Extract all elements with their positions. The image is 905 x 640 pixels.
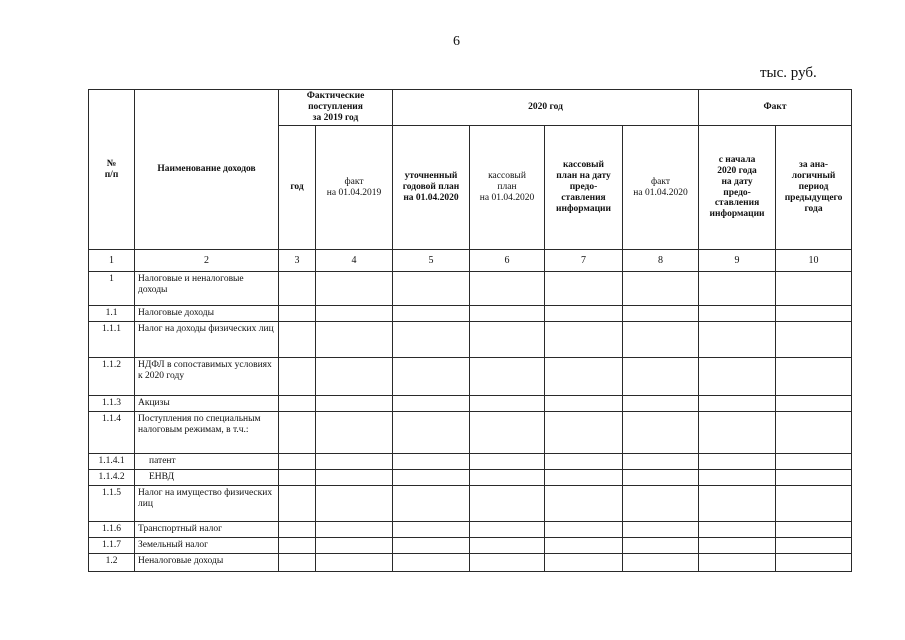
value-cell: [470, 396, 545, 412]
value-cell: [316, 412, 393, 454]
header-sub-since-start: с начала 2020 года на дату предо- ставления информации: [699, 126, 776, 250]
table-row: [89, 306, 852, 322]
row-name: Налоговые и неналоговые доходы: [135, 272, 279, 306]
value-cell: [279, 322, 316, 358]
column-number: 8: [623, 250, 699, 272]
table-row: [89, 454, 852, 470]
header-sub-cash-plan: кассовый план на 01.04.2020: [470, 126, 545, 250]
value-cell: [279, 396, 316, 412]
value-cell: [279, 554, 316, 572]
value-cell: [545, 306, 623, 322]
row-name: ЕНВД: [135, 470, 279, 486]
value-cell: [316, 396, 393, 412]
value-cell: [393, 272, 470, 306]
value-cell: [470, 486, 545, 522]
value-cell: [545, 486, 623, 522]
value-cell: [545, 358, 623, 396]
value-cell: [699, 454, 776, 470]
value-cell: [623, 358, 699, 396]
value-cell: [776, 358, 852, 396]
row-name: Налог на доходы физических лиц: [135, 322, 279, 358]
value-cell: [470, 522, 545, 538]
value-cell: [776, 322, 852, 358]
value-cell: [393, 396, 470, 412]
table-row: [89, 554, 852, 572]
value-cell: [279, 272, 316, 306]
row-number: 1.1.2: [89, 358, 135, 396]
row-number: 1.1: [89, 306, 135, 322]
header-column-numbers: [89, 250, 852, 272]
row-name: Налоговые доходы: [135, 306, 279, 322]
header-fact-group: Факт: [699, 90, 852, 126]
value-cell: [393, 538, 470, 554]
value-cell: [470, 358, 545, 396]
row-name: Поступления по специальным налоговым режимам, в т.ч.:: [135, 412, 279, 454]
value-cell: [699, 358, 776, 396]
row-number: 1.1.4: [89, 412, 135, 454]
value-cell: [393, 486, 470, 522]
column-number: 2: [135, 250, 279, 272]
row-number: 1.1.4.2: [89, 470, 135, 486]
value-cell: [623, 322, 699, 358]
value-cell: [623, 470, 699, 486]
value-cell: [279, 486, 316, 522]
value-cell: [279, 522, 316, 538]
value-cell: [316, 470, 393, 486]
value-cell: [279, 358, 316, 396]
value-cell: [470, 538, 545, 554]
value-cell: [623, 554, 699, 572]
header-sub-annual-plan: уточненный годовой план на 01.04.2020: [393, 126, 470, 250]
value-cell: [545, 322, 623, 358]
value-cell: [316, 454, 393, 470]
column-number: 4: [316, 250, 393, 272]
table-row: [89, 396, 852, 412]
value-cell: [776, 522, 852, 538]
value-cell: [470, 306, 545, 322]
table-row: [89, 470, 852, 486]
column-number: 6: [470, 250, 545, 272]
row-name: Транспортный налог: [135, 522, 279, 538]
value-cell: [316, 554, 393, 572]
value-cell: [393, 412, 470, 454]
value-cell: [776, 470, 852, 486]
value-cell: [316, 306, 393, 322]
value-cell: [316, 486, 393, 522]
row-number: 1.1.6: [89, 522, 135, 538]
row-number: 1.1.4.1: [89, 454, 135, 470]
row-name: Неналоговые доходы: [135, 554, 279, 572]
table-row: [89, 412, 852, 454]
value-cell: [470, 454, 545, 470]
header-row-num: № п/п: [89, 90, 135, 250]
header-sub-cash-plan-date: кассовый план на дату предо- ставления информации: [545, 126, 623, 250]
value-cell: [776, 306, 852, 322]
value-cell: [393, 358, 470, 396]
value-cell: [623, 538, 699, 554]
table-row: [89, 272, 852, 306]
row-name: Акцизы: [135, 396, 279, 412]
table-header: [89, 90, 852, 272]
value-cell: [545, 470, 623, 486]
row-number: 1.1.3: [89, 396, 135, 412]
value-cell: [699, 470, 776, 486]
value-cell: [776, 538, 852, 554]
value-cell: [699, 306, 776, 322]
value-cell: [316, 322, 393, 358]
value-cell: [623, 306, 699, 322]
value-cell: [393, 522, 470, 538]
value-cell: [623, 522, 699, 538]
value-cell: [545, 454, 623, 470]
value-cell: [545, 522, 623, 538]
value-cell: [623, 396, 699, 412]
header-year2020-group: 2020 год: [393, 90, 699, 126]
value-cell: [699, 396, 776, 412]
row-name: Земельный налог: [135, 538, 279, 554]
value-cell: [393, 454, 470, 470]
header-row-groups: [89, 90, 852, 126]
value-cell: [545, 538, 623, 554]
value-cell: [470, 272, 545, 306]
value-cell: [279, 538, 316, 554]
table-row: [89, 322, 852, 358]
units-label: тыс. руб.: [760, 65, 817, 81]
value-cell: [470, 470, 545, 486]
value-cell: [699, 522, 776, 538]
row-number: 1.2: [89, 554, 135, 572]
value-cell: [699, 554, 776, 572]
value-cell: [316, 522, 393, 538]
header-sub-year: год: [279, 126, 316, 250]
value-cell: [393, 554, 470, 572]
value-cell: [699, 412, 776, 454]
value-cell: [623, 454, 699, 470]
column-number: 10: [776, 250, 852, 272]
value-cell: [316, 538, 393, 554]
value-cell: [470, 322, 545, 358]
value-cell: [545, 412, 623, 454]
value-cell: [545, 272, 623, 306]
value-cell: [699, 486, 776, 522]
row-number: 1: [89, 272, 135, 306]
row-number: 1.1.1: [89, 322, 135, 358]
value-cell: [776, 454, 852, 470]
table-row: [89, 358, 852, 396]
row-name: патент: [135, 454, 279, 470]
value-cell: [545, 396, 623, 412]
column-number: 7: [545, 250, 623, 272]
table-row: [89, 538, 852, 554]
value-cell: [623, 486, 699, 522]
value-cell: [393, 322, 470, 358]
table-row: [89, 522, 852, 538]
value-cell: [279, 454, 316, 470]
table-row: [89, 486, 852, 522]
value-cell: [699, 272, 776, 306]
value-cell: [393, 470, 470, 486]
value-cell: [776, 486, 852, 522]
value-cell: [470, 412, 545, 454]
value-cell: [545, 554, 623, 572]
row-name: НДФЛ в сопоставимых условиях к 2020 году: [135, 358, 279, 396]
value-cell: [776, 554, 852, 572]
value-cell: [623, 412, 699, 454]
value-cell: [316, 272, 393, 306]
header-sub-fact2020: факт на 01.04.2020: [623, 126, 699, 250]
row-number: 1.1.7: [89, 538, 135, 554]
column-number: 3: [279, 250, 316, 272]
column-number: 5: [393, 250, 470, 272]
value-cell: [776, 412, 852, 454]
column-number: 9: [699, 250, 776, 272]
table-body: [89, 272, 852, 572]
value-cell: [699, 538, 776, 554]
header-sub-fact2019: факт на 01.04.2019: [316, 126, 393, 250]
header-fact2019-group: Фактические поступления за 2019 год: [279, 90, 393, 126]
value-cell: [623, 272, 699, 306]
value-cell: [776, 396, 852, 412]
page-number: 6: [453, 34, 460, 49]
row-number: 1.1.5: [89, 486, 135, 522]
value-cell: [776, 272, 852, 306]
value-cell: [279, 306, 316, 322]
header-sub-prev-period: за ана- логичный период предыдущего года: [776, 126, 852, 250]
column-number: 1: [89, 250, 135, 272]
value-cell: [470, 554, 545, 572]
revenue-table: [88, 89, 852, 572]
value-cell: [279, 470, 316, 486]
value-cell: [393, 306, 470, 322]
value-cell: [279, 412, 316, 454]
header-name: Наименование доходов: [135, 90, 279, 250]
row-name: Налог на имущество физических лиц: [135, 486, 279, 522]
value-cell: [316, 358, 393, 396]
value-cell: [699, 322, 776, 358]
